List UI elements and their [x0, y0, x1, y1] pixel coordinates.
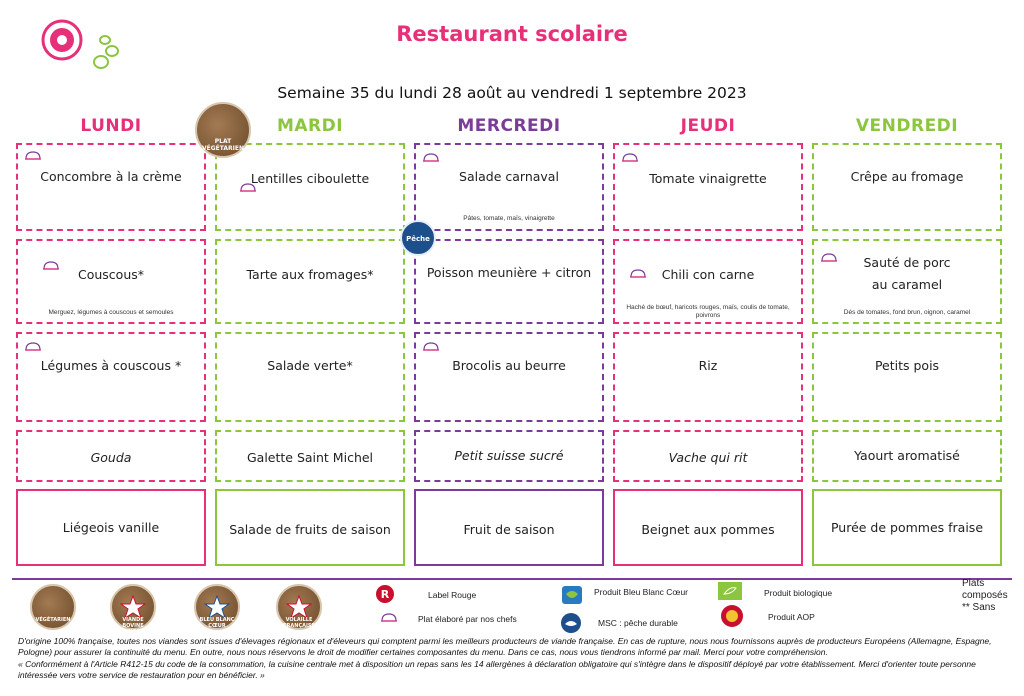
- menu-cell-lundi-plat: [16, 239, 206, 324]
- dish-name-line2: au caramel: [871, 277, 943, 292]
- label-rouge-icon: [374, 584, 396, 604]
- svg-text:R: R: [380, 588, 390, 601]
- dish-name: Concombre à la crème: [40, 169, 182, 184]
- bio-label: Produit biologique: [764, 588, 833, 598]
- msc-peche-badge-icon: [400, 220, 436, 256]
- footer-origin-note: D'origine 100% française, toutes nos viandes sont issues d'élevages régionaux et d'éleveurs qui comptent parmi les meilleurs producteurs de viande française. En cas de rupture, nous nous fournissons auprès de producteurs Européens (Allemagne, Espagne, Pologne) pour assurer la continuité du menu. En outre, nous nous réservons le droit de modifier certaines composantes du menu. Dans ce cas, nous vous tiendrons informé par mail. Merci pour votre compréhension.: [18, 636, 992, 657]
- aop-icon: [720, 604, 744, 628]
- legend-badge-label: BLEU BLANC CŒUR: [199, 617, 235, 629]
- vegetarian-legend-badge-icon: [30, 584, 76, 630]
- dish-name: Yaourt aromatisé: [854, 448, 960, 463]
- dish-name: Poisson meunière + citron: [426, 265, 592, 280]
- dish-name: Purée de pommes fraise: [830, 520, 984, 535]
- menu-cell-mercredi-entree: [414, 143, 604, 231]
- day-header-lundi: LUNDI: [80, 116, 142, 136]
- dish-name: Légumes à couscous *: [40, 358, 182, 373]
- menu-cell-lundi-fromage: [16, 430, 206, 482]
- menu-cell-lundi-entree: [16, 143, 206, 231]
- dish-name: Fruit de saison: [463, 522, 555, 537]
- bleu-blanc-coeur-label: Produit Bleu Blanc Cœur: [594, 587, 689, 597]
- bleu-blanc-coeur-badge-icon: [194, 584, 240, 630]
- side-note: Plats composés ** Sans: [962, 578, 1008, 613]
- menu-cell-lundi-dessert: [16, 489, 206, 566]
- dish-name: Chili con carne: [661, 267, 755, 282]
- dish-name: Salade verte*: [267, 358, 353, 373]
- menu-cell-vendredi-plat: [812, 239, 1002, 324]
- dish-name: Crêpe au fromage: [850, 169, 964, 184]
- dish-name: Liégeois vanille: [62, 520, 160, 535]
- menu-cell-mardi-fromage: [215, 430, 405, 482]
- menu-cell-mardi-dessert: [215, 489, 405, 566]
- menu-cell-jeudi-plat: [613, 239, 803, 324]
- menu-cell-vendredi-fromage: [812, 430, 1002, 482]
- menu-cell-jeudi-fromage: [613, 430, 803, 482]
- dish-name: Brocolis au beurre: [452, 358, 566, 373]
- page-title: Restaurant scolaire: [396, 22, 628, 46]
- dish-name: Riz: [698, 358, 718, 373]
- footer-allergen-note: « Conformément à l'Article R412-15 du code de la consommation, la cuisine centrale met à disposition un repas sans les 14 allergènes à déclaration obligatoire qui s'intègre dans le dispositif déployé par votre établissement. Merci d'orienter toute personne intéressée vers votre service de restauration pour en bénéficier. »: [18, 659, 976, 680]
- dish-description: Haché de bœuf, haricots rouges, maïs, coulis de tomate, poivrons: [626, 304, 790, 319]
- menu-cell-jeudi-entree: [613, 143, 803, 231]
- dish-description: Pâtes, tomate, maïs, vinaigrette: [463, 215, 555, 222]
- dish-name: Salade de fruits de saison: [229, 522, 391, 537]
- chef-hat-icon: [24, 340, 42, 352]
- menu-cell-mardi-entree: [215, 143, 405, 231]
- dish-name: Tarte aux fromages*: [246, 267, 374, 282]
- chef-hat-icon: [621, 151, 639, 163]
- label-rouge-label: Label Rouge: [428, 590, 477, 600]
- chef-hat-icon: [422, 151, 440, 163]
- menu-cell-mercredi-dessert: [414, 489, 604, 566]
- vegetarian-badge-label: PLAT VÉGÉTARIEN: [201, 138, 244, 152]
- vegetarian-badge-icon: [195, 102, 251, 158]
- msc-icon: [560, 612, 582, 634]
- dish-description: Dés de tomates, fond brun, oignon, caramel: [843, 309, 971, 316]
- menu-cell-mardi-plat: [215, 239, 405, 324]
- legend-badge-label: VOLAILLE FRANÇAISE: [283, 617, 315, 629]
- bleu-blanc-coeur-icon: [560, 582, 584, 606]
- dish-name: Salade carnaval: [459, 169, 559, 184]
- aop-label: Produit AOP: [768, 612, 815, 622]
- french-beef-badge-icon: [110, 584, 156, 635]
- chef-hat-icon: [24, 149, 42, 161]
- menu-cell-jeudi-dessert: [613, 489, 803, 566]
- menu-cell-mercredi-accompagnement: [414, 332, 604, 422]
- dish-name: Beignet aux pommes: [641, 522, 775, 537]
- dish-name: Galette Saint Michel: [246, 450, 374, 465]
- menu-cell-mercredi-plat: [414, 239, 604, 324]
- dish-name: Tomate vinaigrette: [649, 171, 767, 186]
- menu-cell-vendredi-accompagnement: [812, 332, 1002, 422]
- dish-description: Merguez, légumes à couscous et semoules: [48, 309, 174, 316]
- dish-name: Sauté de porc: [863, 255, 951, 270]
- day-header-mardi: MARDI: [276, 116, 344, 136]
- menu-cell-mardi-accompagnement: [215, 332, 405, 422]
- legend-separator: [12, 578, 1012, 580]
- chef-hat-icon: [422, 340, 440, 352]
- msc-label: MSC : pêche durable: [598, 618, 678, 628]
- menu-cell-lundi-accompagnement: [16, 332, 206, 422]
- chef-label: Plat élaboré par nos chefs: [418, 614, 517, 624]
- legend-badge-label: VIANDE BOVINE FRANÇAISE: [117, 617, 149, 635]
- week-title: Semaine 35 du lundi 28 août au vendredi 1 septembre 2023: [277, 84, 747, 102]
- menu-cell-vendredi-dessert: [812, 489, 1002, 566]
- menu-cell-vendredi-entree: [812, 143, 1002, 231]
- french-poultry-badge-icon: [276, 584, 322, 630]
- day-header-mercredi: MERCREDI: [457, 116, 561, 136]
- day-header-vendredi: VENDREDI: [855, 116, 959, 136]
- dish-name: Vache qui rit: [668, 450, 748, 465]
- organic-eu-leaf-icon: [718, 582, 742, 600]
- dish-name: Lentilles ciboulette: [250, 171, 370, 186]
- dish-name: Petits pois: [874, 358, 940, 373]
- peche-badge-label: Pêche: [406, 235, 430, 243]
- day-header-jeudi: JEUDI: [680, 116, 736, 136]
- dish-name: Gouda: [90, 450, 132, 465]
- dish-name: Couscous*: [77, 267, 144, 282]
- menu-cell-mercredi-fromage: [414, 430, 604, 482]
- legend-badge-label: VÉGÉTARIEN: [35, 617, 71, 623]
- dish-name: Petit suisse sucré: [454, 448, 564, 463]
- menu-cell-jeudi-accompagnement: [613, 332, 803, 422]
- chef-hat-icon: [380, 610, 398, 624]
